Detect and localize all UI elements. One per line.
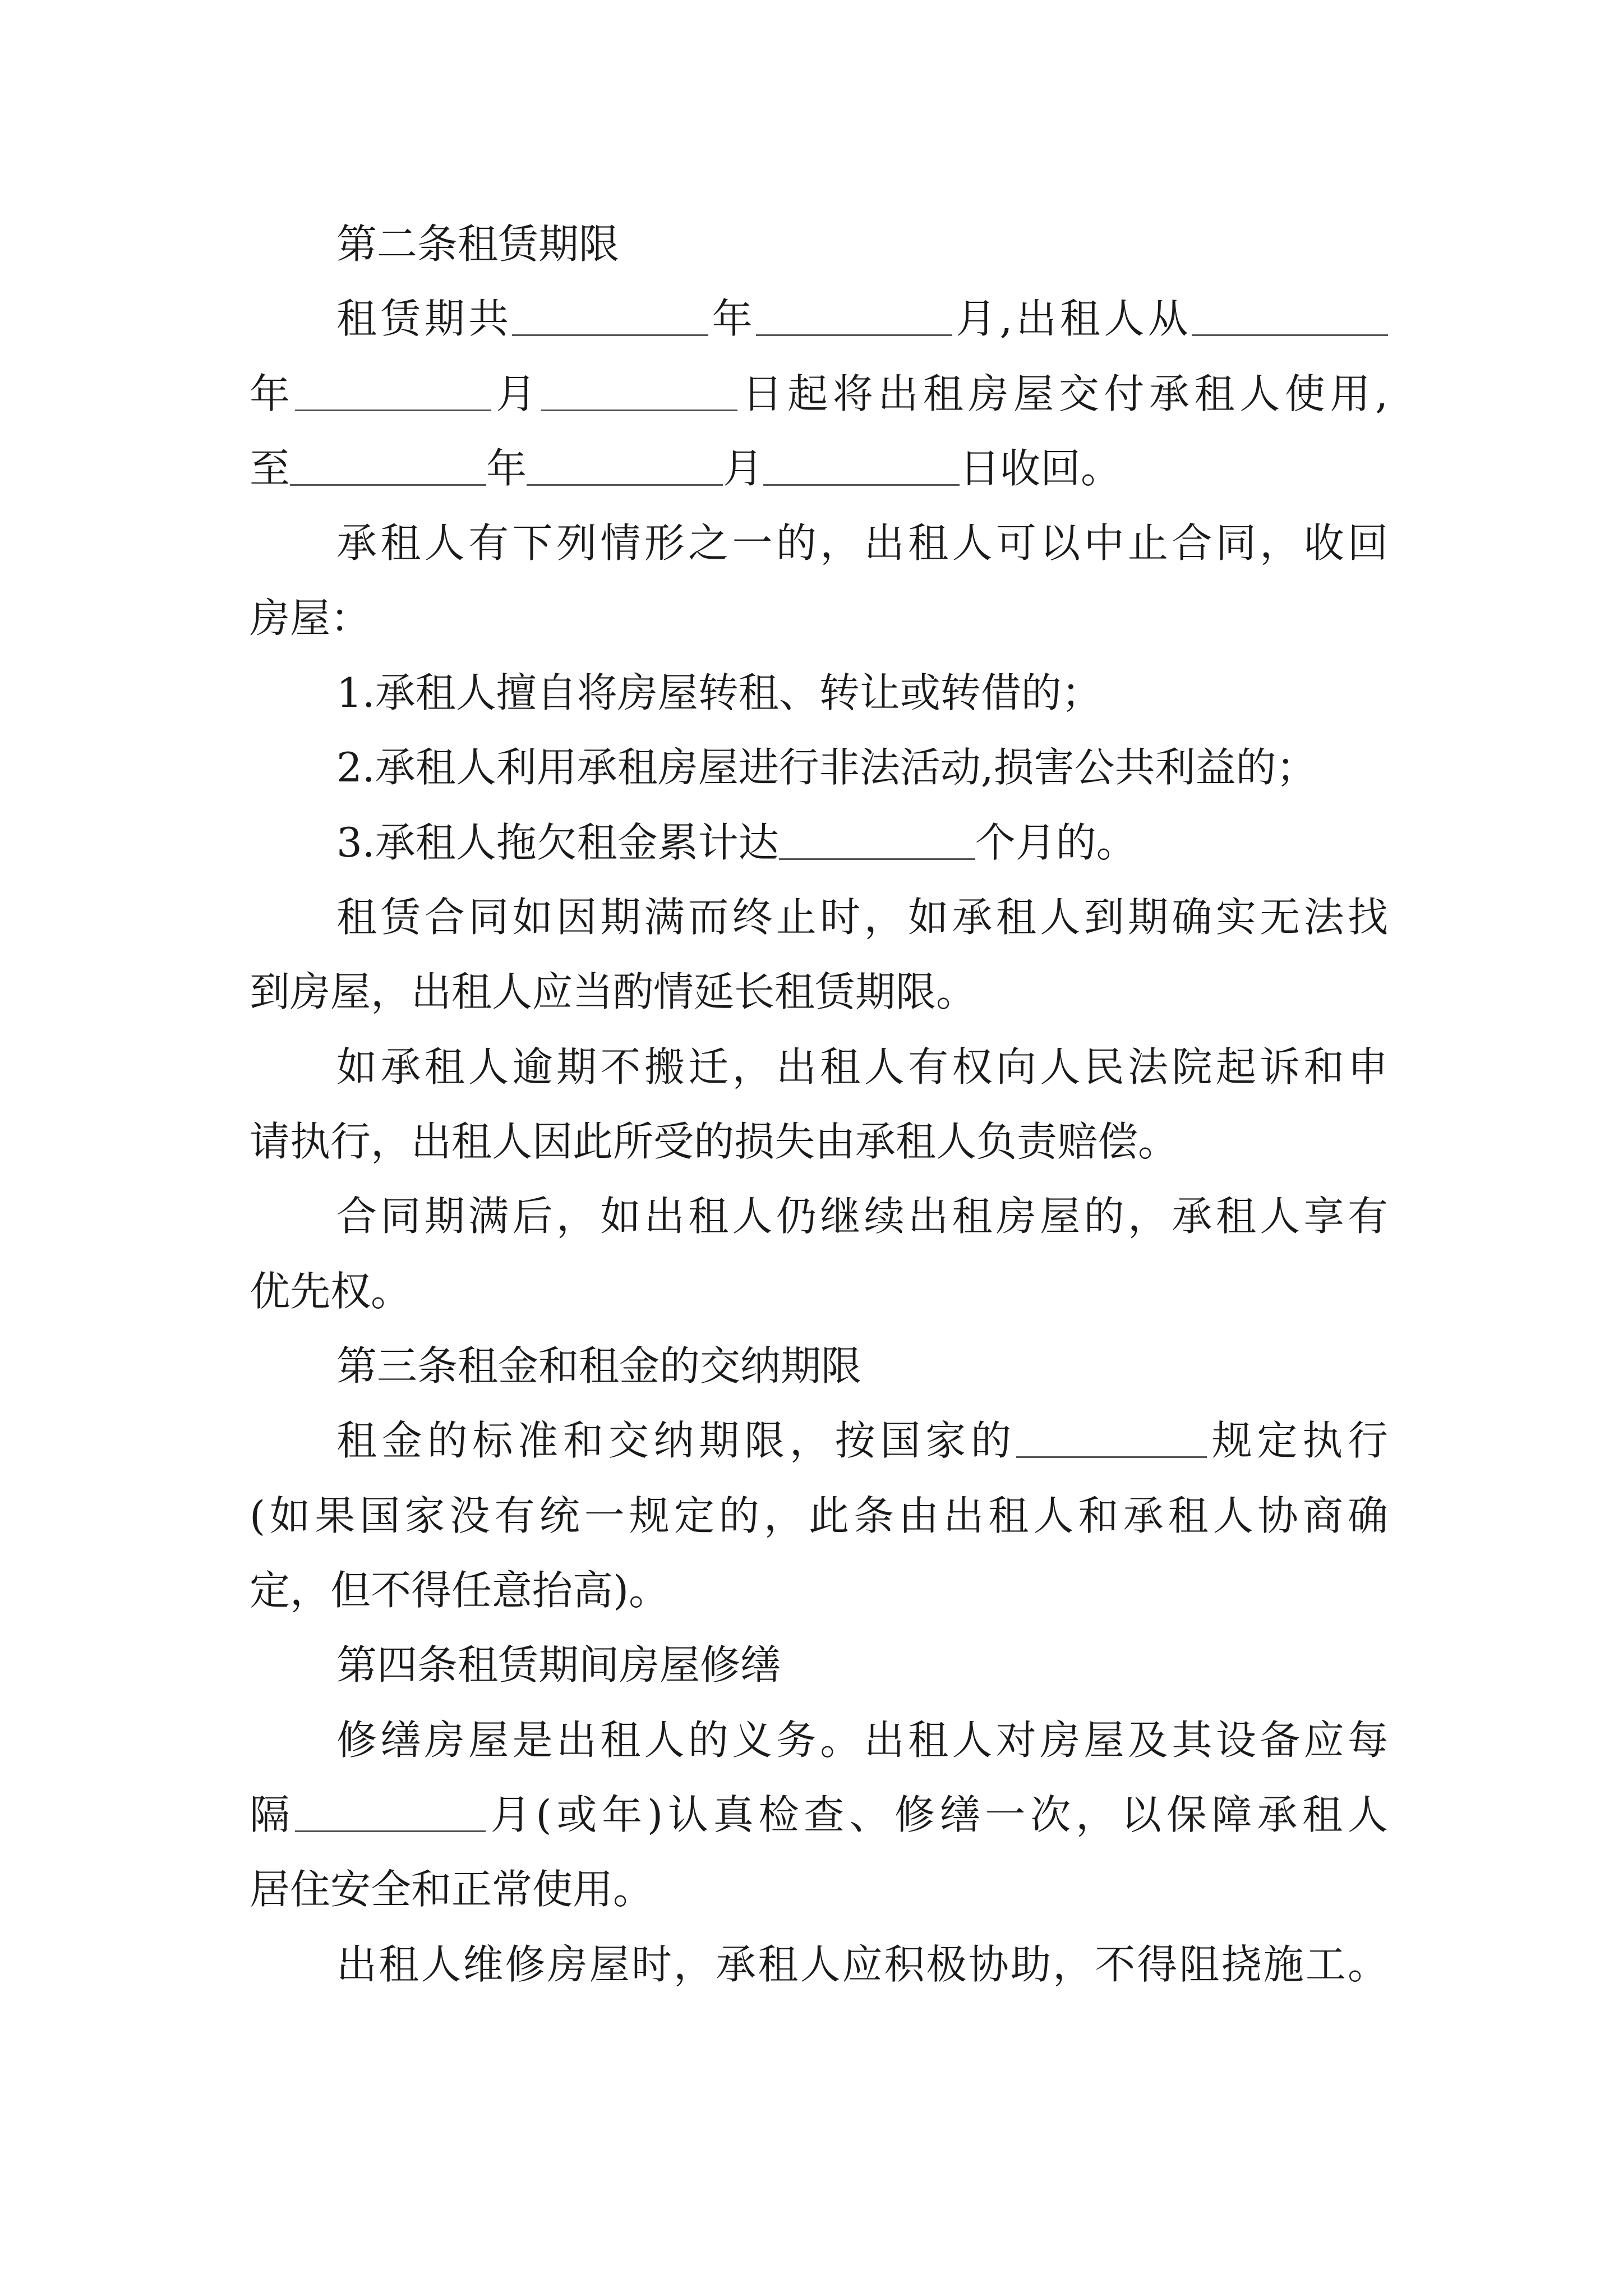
rent-clause-line-2: (如果国家没有统一规定的，此条由出租人和承租人协商确 [250, 1492, 1388, 1539]
lease-term-line-3: 至 年 月 日收回。 [250, 445, 1122, 492]
termination-item-3: 3.承租人拖欠租金累计达 个月的。 [336, 819, 1137, 866]
blank-field[interactable] [527, 445, 723, 486]
blank-field[interactable] [1016, 1417, 1207, 1458]
blank-field[interactable] [295, 1791, 486, 1832]
repair-clause-line-2: 隔 月(或年)认真检查、修缮一次，以保障承租人 [250, 1791, 1388, 1838]
overdue-clause-line-2: 请执行，出租人因此所受的损失由承租人负责赔偿。 [250, 1118, 1179, 1165]
expiry-clause-line-1: 租赁合同如因期满而终止时，如承租人到期确实无法找 [336, 894, 1388, 941]
rent-clause-line-3: 定，但不得任意抬高)。 [250, 1567, 670, 1614]
blank-field[interactable] [290, 445, 486, 486]
termination-item-2: 2.承租人利用承租房屋进行非法活动,损害公共利益的； [336, 744, 1317, 791]
termination-item-1: 1.承租人擅自将房屋转租、转让或转借的； [336, 669, 1102, 716]
blank-field[interactable] [541, 370, 737, 411]
article-4-heading: 第四条租赁期间房屋修缮 [336, 1641, 781, 1688]
lease-term-line-2: 年 月 日起将出租房屋交付承租人使用, [250, 370, 1388, 417]
repair-cooperation-clause: 出租人维修房屋时，承租人应积极协助，不得阻挠施工。 [336, 1941, 1388, 1988]
repair-clause-line-1: 修缮房屋是出租人的义务。出租人对房屋及其设备应每 [336, 1717, 1388, 1764]
blank-field[interactable] [295, 370, 491, 411]
article-3-heading: 第三条租金和租金的交纳期限 [336, 1342, 862, 1389]
priority-clause-line-1: 合同期满后，如出租人仍继续出租房屋的，承租人享有 [336, 1193, 1388, 1240]
expiry-clause-line-2: 到房屋，出租人应当酌情延长租赁期限。 [250, 968, 977, 1015]
blank-field[interactable] [512, 295, 708, 336]
overdue-clause-line-1: 如承租人逾期不搬迁，出租人有权向人民法院起诉和申 [336, 1043, 1388, 1091]
article-2-heading: 第二条租赁期限 [336, 220, 620, 268]
repair-clause-line-3: 居住安全和正常使用。 [250, 1866, 654, 1913]
termination-clause-line-1: 承租人有下列情形之一的，出租人可以中止合同，收回 [336, 519, 1388, 567]
rent-clause-line-1: 租金的标准和交纳期限，按国家的 规定执行 [336, 1417, 1388, 1464]
lease-term-line-1: 租赁期共 年 月,出租人从 [336, 288, 1388, 349]
blank-field[interactable] [1192, 295, 1388, 336]
termination-clause-line-2: 房屋： [250, 595, 371, 642]
priority-clause-line-2: 优先权。 [250, 1268, 412, 1315]
blank-field[interactable] [756, 295, 952, 336]
blank-field[interactable] [763, 445, 960, 486]
blank-field[interactable] [779, 819, 975, 860]
